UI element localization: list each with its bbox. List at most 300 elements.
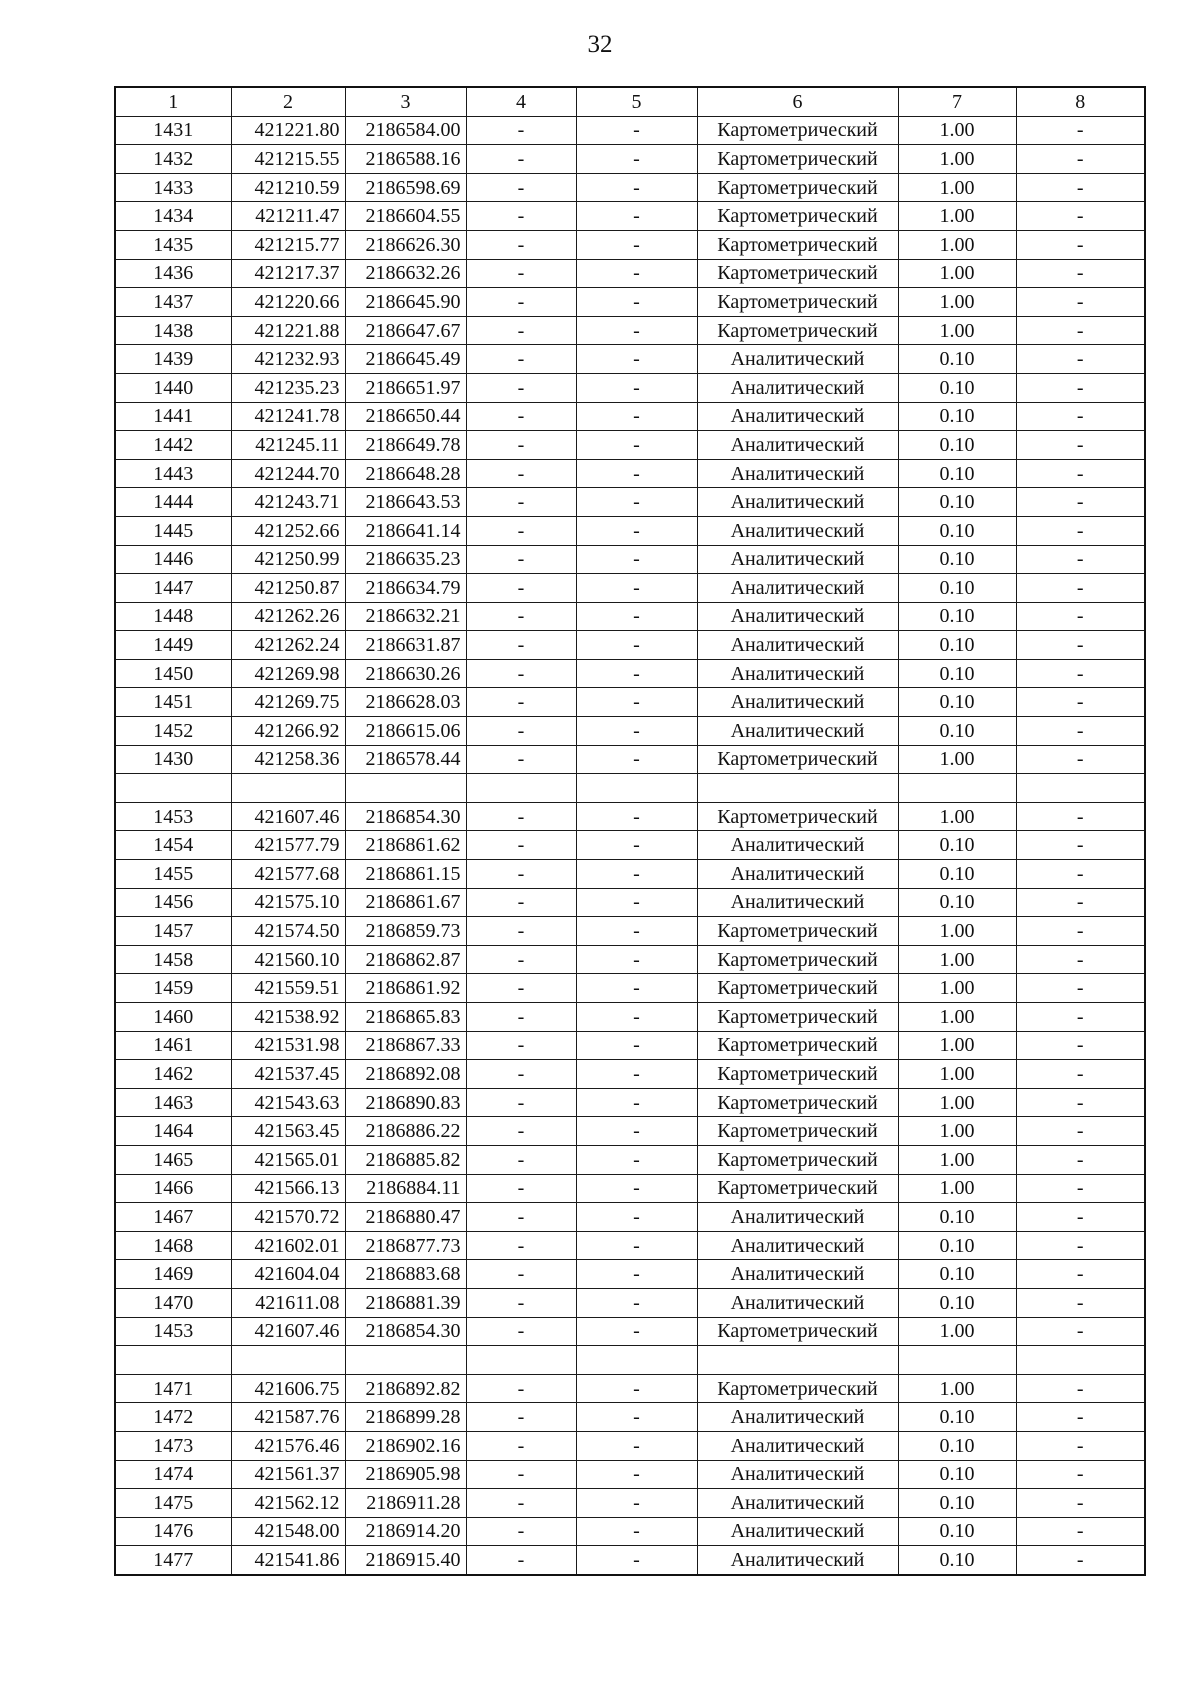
table-cell: 1.00: [898, 1060, 1016, 1089]
table-cell: -: [466, 888, 576, 917]
table-cell: 1437: [115, 288, 231, 317]
table-cell: -: [576, 1231, 697, 1260]
table-cell: Картометрический: [697, 1031, 898, 1060]
table-cell: -: [576, 1088, 697, 1117]
table-cell: -: [1016, 1203, 1145, 1232]
table-cell: 1475: [115, 1489, 231, 1518]
table-row: [115, 945, 1145, 974]
table-cell: -: [466, 259, 576, 288]
table-cell: -: [1016, 917, 1145, 946]
table-cell: 2186861.92: [345, 974, 466, 1003]
table-cell: 2186604.55: [345, 202, 466, 231]
table-cell: 1430: [115, 745, 231, 774]
table-cell: 1450: [115, 659, 231, 688]
table-cell: 2186859.73: [345, 917, 466, 946]
table-cell: 2186861.15: [345, 860, 466, 889]
table-cell: 0.10: [898, 545, 1016, 574]
table-cell: Картометрический: [697, 316, 898, 345]
table-cell: -: [466, 459, 576, 488]
table-cell: 421252.66: [231, 516, 345, 545]
table-cell: -: [466, 230, 576, 259]
table-cell: 1467: [115, 1203, 231, 1232]
table-cell: -: [1016, 1546, 1145, 1575]
table-row: [115, 1431, 1145, 1460]
table-cell: -: [466, 1117, 576, 1146]
table-cell: 0.10: [898, 659, 1016, 688]
table-cell: Аналитический: [697, 659, 898, 688]
table-cell: -: [1016, 1088, 1145, 1117]
table-cell: [345, 1346, 466, 1375]
page-number: 32: [587, 31, 613, 58]
table-cell: -: [576, 717, 697, 746]
table-row: [115, 288, 1145, 317]
table-cell: -: [466, 431, 576, 460]
table-cell: 1468: [115, 1231, 231, 1260]
table-cell: -: [1016, 516, 1145, 545]
table-cell: 421559.51: [231, 974, 345, 1003]
table-cell: [231, 774, 345, 803]
table-cell: 1457: [115, 917, 231, 946]
table-row: [115, 602, 1145, 631]
table-cell: 421562.12: [231, 1489, 345, 1518]
table-cell: 0.10: [898, 1231, 1016, 1260]
table-cell: 421561.37: [231, 1460, 345, 1489]
column-header: 6: [697, 87, 898, 116]
table-cell: -: [1016, 745, 1145, 774]
table-cell: -: [1016, 1060, 1145, 1089]
table-cell: -: [576, 945, 697, 974]
table-row: [115, 1260, 1145, 1289]
table-cell: 2186632.26: [345, 259, 466, 288]
table-cell: 2186881.39: [345, 1288, 466, 1317]
table-cell: -: [466, 974, 576, 1003]
table-row: [115, 631, 1145, 660]
table-cell: 2186892.82: [345, 1374, 466, 1403]
table-cell: -: [576, 116, 697, 145]
table-cell: -: [466, 574, 576, 603]
table-cell: Аналитический: [697, 860, 898, 889]
table-cell: -: [466, 1288, 576, 1317]
table-cell: Аналитический: [697, 831, 898, 860]
table-cell: 0.10: [898, 602, 1016, 631]
table-cell: 1464: [115, 1117, 231, 1146]
table-cell: [697, 774, 898, 803]
table-cell: -: [466, 631, 576, 660]
table-cell: -: [576, 402, 697, 431]
table-cell: 2186630.26: [345, 659, 466, 688]
table-cell: -: [466, 1431, 576, 1460]
table-cell: -: [466, 1003, 576, 1032]
table-cell: -: [466, 831, 576, 860]
table-row: [115, 745, 1145, 774]
table-cell: -: [466, 659, 576, 688]
table-row: [115, 717, 1145, 746]
table-cell: 421266.92: [231, 717, 345, 746]
table-cell: -: [466, 1145, 576, 1174]
table-cell: Аналитический: [697, 888, 898, 917]
table-cell: -: [1016, 1174, 1145, 1203]
table-cell: 421577.68: [231, 860, 345, 889]
table-cell: Картометрический: [697, 202, 898, 231]
table-cell: 0.10: [898, 459, 1016, 488]
table-cell: -: [1016, 1117, 1145, 1146]
table-cell: -: [466, 402, 576, 431]
table-cell: 2186899.28: [345, 1403, 466, 1432]
table-cell: 421570.72: [231, 1203, 345, 1232]
table-cell: -: [576, 602, 697, 631]
table-cell: 2186588.16: [345, 145, 466, 174]
table-row: [115, 459, 1145, 488]
table-cell: 1436: [115, 259, 231, 288]
table-body: [115, 116, 1145, 1575]
table-cell: -: [466, 202, 576, 231]
table-cell: 421243.71: [231, 488, 345, 517]
table-cell: -: [576, 545, 697, 574]
table-cell: Картометрический: [697, 116, 898, 145]
table-cell: 2186649.78: [345, 431, 466, 460]
table-row: [115, 545, 1145, 574]
table-cell: 0.10: [898, 1260, 1016, 1289]
table-cell: 2186885.82: [345, 1145, 466, 1174]
table-cell: 421244.70: [231, 459, 345, 488]
table-cell: 421565.01: [231, 1145, 345, 1174]
table-cell: -: [1016, 631, 1145, 660]
table-row: [115, 431, 1145, 460]
table-cell: -: [1016, 316, 1145, 345]
table-cell: -: [466, 145, 576, 174]
table-cell: 0.10: [898, 888, 1016, 917]
table-cell: 1451: [115, 688, 231, 717]
table-cell: 0.10: [898, 860, 1016, 889]
table-cell: -: [466, 1317, 576, 1346]
table-cell: -: [466, 945, 576, 974]
table-cell: -: [576, 1145, 697, 1174]
table-cell: [345, 774, 466, 803]
table-cell: -: [466, 373, 576, 402]
table-cell: Аналитический: [697, 373, 898, 402]
table-cell: -: [576, 1489, 697, 1518]
table-cell: -: [466, 1231, 576, 1260]
table-cell: Аналитический: [697, 631, 898, 660]
table-cell: 2186648.28: [345, 459, 466, 488]
table-cell: -: [576, 488, 697, 517]
table-cell: Аналитический: [697, 1231, 898, 1260]
table-cell: 2186854.30: [345, 1317, 466, 1346]
table-cell: 1.00: [898, 1374, 1016, 1403]
table-cell: 421262.26: [231, 602, 345, 631]
table-row: [115, 1060, 1145, 1089]
table-cell: 2186883.68: [345, 1260, 466, 1289]
table-cell: 421250.87: [231, 574, 345, 603]
table-cell: 1435: [115, 230, 231, 259]
table-cell: -: [576, 974, 697, 1003]
table-cell: Картометрический: [697, 145, 898, 174]
table-cell: 421215.77: [231, 230, 345, 259]
table-cell: -: [466, 860, 576, 889]
table-cell: Аналитический: [697, 1460, 898, 1489]
table-cell: -: [576, 1546, 697, 1575]
table-cell: -: [1016, 945, 1145, 974]
table-cell: [697, 1346, 898, 1375]
table-cell: [898, 1346, 1016, 1375]
table-row: [115, 802, 1145, 831]
table-cell: -: [466, 545, 576, 574]
table-cell: 0.10: [898, 345, 1016, 374]
table-cell: -: [1016, 888, 1145, 917]
table-cell: 0.10: [898, 631, 1016, 660]
table-cell: -: [466, 1489, 576, 1518]
table-cell: -: [1016, 1403, 1145, 1432]
table-cell: 1453: [115, 802, 231, 831]
table-cell: 0.10: [898, 831, 1016, 860]
table-cell: 421607.46: [231, 802, 345, 831]
table-cell: Аналитический: [697, 1203, 898, 1232]
table-cell: -: [466, 116, 576, 145]
table-row: [115, 1346, 1145, 1375]
table-cell: 1432: [115, 145, 231, 174]
table-cell: 421575.10: [231, 888, 345, 917]
table-cell: -: [576, 1374, 697, 1403]
table-cell: 2186584.00: [345, 116, 466, 145]
table-cell: 421215.55: [231, 145, 345, 174]
table-cell: -: [1016, 545, 1145, 574]
table-cell: 0.10: [898, 1203, 1016, 1232]
table-cell: 421258.36: [231, 745, 345, 774]
table-row: [115, 1203, 1145, 1232]
table-row: [115, 145, 1145, 174]
table-row: [115, 1288, 1145, 1317]
table-row: [115, 688, 1145, 717]
table-cell: 421574.50: [231, 917, 345, 946]
table-cell: 0.10: [898, 402, 1016, 431]
table-cell: -: [466, 345, 576, 374]
table-cell: 1466: [115, 1174, 231, 1203]
table-cell: Картометрический: [697, 745, 898, 774]
table-cell: -: [576, 659, 697, 688]
table-cell: 2186914.20: [345, 1517, 466, 1546]
table-cell: Аналитический: [697, 602, 898, 631]
table-cell: [466, 1346, 576, 1375]
table-cell: -: [1016, 202, 1145, 231]
table-cell: -: [1016, 1317, 1145, 1346]
table-cell: 2186892.08: [345, 1060, 466, 1089]
table-cell: 421269.75: [231, 688, 345, 717]
table-cell: 1446: [115, 545, 231, 574]
table-cell: 1.00: [898, 745, 1016, 774]
table-cell: -: [576, 1117, 697, 1146]
table-cell: -: [466, 1546, 576, 1575]
table-cell: Аналитический: [697, 1517, 898, 1546]
table-cell: -: [576, 230, 697, 259]
table-cell: -: [1016, 602, 1145, 631]
table-cell: -: [576, 259, 697, 288]
table-cell: 421607.46: [231, 1317, 345, 1346]
table-cell: 2186865.83: [345, 1003, 466, 1032]
table-cell: -: [1016, 145, 1145, 174]
table-cell: [1016, 774, 1145, 803]
table-cell: -: [1016, 802, 1145, 831]
table-cell: -: [576, 631, 697, 660]
table-row: [115, 974, 1145, 1003]
table-cell: Аналитический: [697, 1546, 898, 1575]
table-cell: 421262.24: [231, 631, 345, 660]
table-cell: -: [1016, 1145, 1145, 1174]
table-cell: -: [466, 1031, 576, 1060]
table-cell: -: [466, 688, 576, 717]
table-cell: 1.00: [898, 802, 1016, 831]
table-row: [115, 173, 1145, 202]
table-cell: -: [466, 745, 576, 774]
table-cell: Картометрический: [697, 288, 898, 317]
table-row: [115, 860, 1145, 889]
table-cell: [466, 774, 576, 803]
table-cell: 421210.59: [231, 173, 345, 202]
table-cell: -: [576, 373, 697, 402]
table-cell: Картометрический: [697, 917, 898, 946]
table-cell: -: [466, 802, 576, 831]
table-cell: 421221.88: [231, 316, 345, 345]
table-cell: Картометрический: [697, 945, 898, 974]
table-cell: -: [466, 173, 576, 202]
table-cell: 1474: [115, 1460, 231, 1489]
table-cell: -: [466, 917, 576, 946]
table-cell: 0.10: [898, 1517, 1016, 1546]
table-cell: 2186598.69: [345, 173, 466, 202]
table-cell: Картометрический: [697, 802, 898, 831]
table-header-row: [115, 87, 1145, 116]
table-row: [115, 1031, 1145, 1060]
table-cell: 421560.10: [231, 945, 345, 974]
table-cell: 0.10: [898, 1546, 1016, 1575]
table-cell: 2186645.49: [345, 345, 466, 374]
table-cell: 0.10: [898, 516, 1016, 545]
table-cell: 421235.23: [231, 373, 345, 402]
table-cell: -: [576, 860, 697, 889]
table-cell: -: [576, 1260, 697, 1289]
table-cell: 1.00: [898, 1003, 1016, 1032]
table-cell: 0.10: [898, 574, 1016, 603]
table-cell: -: [576, 288, 697, 317]
table-cell: -: [1016, 345, 1145, 374]
table-cell: -: [576, 1003, 697, 1032]
table-cell: Картометрический: [697, 974, 898, 1003]
table-cell: 2186578.44: [345, 745, 466, 774]
table-cell: 2186884.11: [345, 1174, 466, 1203]
table-cell: -: [466, 316, 576, 345]
coordinates-table: [114, 86, 1146, 1576]
table-cell: -: [1016, 1288, 1145, 1317]
table-cell: -: [576, 173, 697, 202]
table-cell: -: [576, 345, 697, 374]
table-row: [115, 1145, 1145, 1174]
table-cell: 0.10: [898, 688, 1016, 717]
table-cell: Картометрический: [697, 230, 898, 259]
table-cell: -: [576, 1317, 697, 1346]
table-cell: -: [466, 1088, 576, 1117]
table-cell: Аналитический: [697, 345, 898, 374]
table-cell: 421543.63: [231, 1088, 345, 1117]
table-cell: -: [1016, 659, 1145, 688]
table-cell: -: [576, 1431, 697, 1460]
table-cell: -: [1016, 431, 1145, 460]
table-cell: -: [576, 516, 697, 545]
table-cell: Картометрический: [697, 1145, 898, 1174]
table-cell: Аналитический: [697, 1489, 898, 1518]
table-cell: Аналитический: [697, 717, 898, 746]
table-cell: -: [576, 1403, 697, 1432]
table-cell: 2186905.98: [345, 1460, 466, 1489]
table-cell: 1470: [115, 1288, 231, 1317]
table-cell: [115, 1346, 231, 1375]
table-cell: 1461: [115, 1031, 231, 1060]
table-cell: -: [576, 688, 697, 717]
table-cell: 2186626.30: [345, 230, 466, 259]
table-cell: 1452: [115, 717, 231, 746]
table-row: [115, 1117, 1145, 1146]
table-cell: Аналитический: [697, 1431, 898, 1460]
table-row: [115, 1460, 1145, 1489]
table-cell: -: [1016, 1517, 1145, 1546]
table-cell: -: [1016, 1260, 1145, 1289]
table-cell: -: [576, 1460, 697, 1489]
table-cell: -: [466, 1174, 576, 1203]
table-cell: 1.00: [898, 288, 1016, 317]
table-cell: 2186861.67: [345, 888, 466, 917]
table-cell: 1443: [115, 459, 231, 488]
table-row: [115, 1174, 1145, 1203]
table-cell: 1.00: [898, 1117, 1016, 1146]
table-cell: 2186867.33: [345, 1031, 466, 1060]
table-cell: 1.00: [898, 1145, 1016, 1174]
table-cell: 1473: [115, 1431, 231, 1460]
table-cell: Аналитический: [697, 574, 898, 603]
table-row: [115, 345, 1145, 374]
table-cell: 1456: [115, 888, 231, 917]
table-cell: 421245.11: [231, 431, 345, 460]
table-cell: 1458: [115, 945, 231, 974]
table-cell: 421250.99: [231, 545, 345, 574]
table-row: [115, 1489, 1145, 1518]
table-cell: -: [1016, 116, 1145, 145]
table-cell: -: [466, 288, 576, 317]
table-cell: Картометрический: [697, 173, 898, 202]
table-cell: 2186911.28: [345, 1489, 466, 1518]
table-cell: Аналитический: [697, 1288, 898, 1317]
table-cell: Картометрический: [697, 1174, 898, 1203]
table-cell: 1442: [115, 431, 231, 460]
table-cell: -: [576, 459, 697, 488]
table-cell: Аналитический: [697, 516, 898, 545]
table-cell: 421541.86: [231, 1546, 345, 1575]
table-cell: 1465: [115, 1145, 231, 1174]
table-cell: -: [1016, 831, 1145, 860]
table-cell: 1460: [115, 1003, 231, 1032]
table-cell: 1463: [115, 1088, 231, 1117]
table-cell: 421548.00: [231, 1517, 345, 1546]
table-row: [115, 488, 1145, 517]
column-header: 8: [1016, 87, 1145, 116]
column-header: 2: [231, 87, 345, 116]
table-row: [115, 402, 1145, 431]
table-cell: 1.00: [898, 974, 1016, 1003]
table-cell: -: [466, 488, 576, 517]
table-cell: 421241.78: [231, 402, 345, 431]
table-cell: 1444: [115, 488, 231, 517]
table-cell: 421602.01: [231, 1231, 345, 1260]
table-cell: 0.10: [898, 373, 1016, 402]
table-row: [115, 202, 1145, 231]
table-cell: 1448: [115, 602, 231, 631]
